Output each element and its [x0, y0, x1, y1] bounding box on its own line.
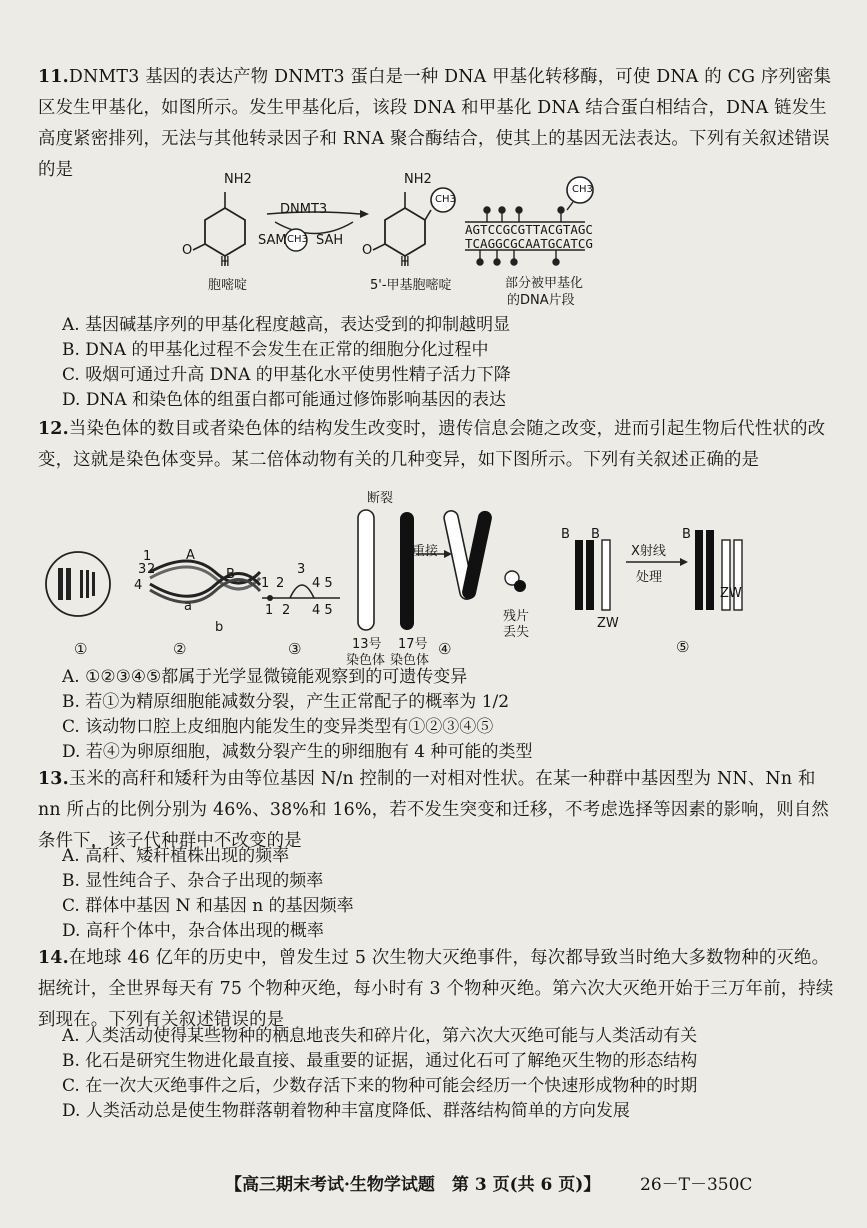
- fig5-b-left: B: [561, 527, 570, 542]
- fig2-n1: 1: [143, 549, 152, 564]
- q12-option-a: A. ①②③④⑤都属于光学显微镜能观察到的可遗传变异: [62, 667, 468, 687]
- q13-option-a: A. 高秆、矮秆植株出现的频率: [62, 846, 290, 866]
- ch3-right-label: CH3: [435, 194, 456, 205]
- question-11-stem: 11.DNMT3 基因的表达产物 DNMT3 蛋白是一种 DNA 甲基化转移酶，可使 DNA 的 CG 序列密集区发生甲基化，如图所示。发生甲基化后，该段 DNA 和甲基化 DNA 结合蛋白相结合，DNA 链发生高度紧密排列，无法与其他转录因子和 RNA 聚合酶结合，使其上的基因无法表达。下列有关叙述错误的是: [38, 67, 832, 180]
- fig2-n4: 4: [134, 578, 143, 593]
- q12-option-c: C. 该动物口腔上皮细胞内能发生的变异类型有①②③④⑤: [62, 717, 494, 737]
- chr17-label: 17号: [398, 637, 428, 652]
- q13-option-c: C. 群体中基因 N 和基因 n 的基因频率: [62, 896, 354, 916]
- question-12-stem: 12.当染色体的数目或者染色体的结构发生改变时，遗传信息会随之改变，进而引起生物后代性状的改变，这就是染色体变异。某二倍体动物有关的几种变异，如下图所示。下列有关叙述正确的是: [38, 419, 826, 470]
- q13-option-d: D. 高秆个体中，杂合体出现的概率: [62, 921, 324, 941]
- q11-option-a: A. 基因碱基序列的甲基化程度越高，表达受到的抑制越明显: [62, 315, 511, 335]
- q11-option-c: C. 吸烟可通过升高 DNA 的甲基化水平使男性精子活力下降: [62, 365, 511, 385]
- sah-label: SAH: [316, 233, 344, 248]
- fig3-top-n45: 4 5: [312, 576, 333, 591]
- rejoin-label: 重接: [412, 544, 439, 559]
- nh2-label-left: NH2: [224, 172, 252, 187]
- fig2-n2: 2: [147, 562, 156, 577]
- q13-option-b: B. 显性纯合子、杂合子出现的频率: [62, 871, 324, 891]
- ch3-circle-label: CH3: [287, 234, 308, 245]
- o-label-left: O: [182, 243, 193, 258]
- cytosine-label: 胞嘧啶: [208, 278, 248, 293]
- fig3-bot-n2: 2: [282, 603, 291, 618]
- q14-option-d: D. 人类活动总是使生物群落朝着物种丰富度降低、群落结构简单的方向发展: [62, 1101, 630, 1121]
- q14-option-c: C. 在一次大灭绝事件之后，少数存活下来的物种可能会经历一个快速形成物种的时期: [62, 1076, 698, 1096]
- fragment-lost-label: 丢失: [503, 625, 530, 640]
- h-label-right: H: [400, 255, 410, 270]
- q12-option-b: B. 若①为精原细胞能减数分裂，产生正常配子的概率为 1/2: [62, 692, 510, 712]
- zw-right-label: ZW: [720, 586, 742, 601]
- fig2-b-up: B: [226, 567, 235, 582]
- treat-label: 处理: [636, 570, 663, 585]
- fig-label-3: ③: [288, 640, 302, 658]
- fig-label-5: ⑤: [676, 638, 690, 656]
- fig2-b-low: b: [215, 620, 224, 635]
- fig2-a-up: A: [186, 548, 195, 563]
- dna-caption-2: 的DNA片段: [507, 293, 575, 308]
- chromosome-variation-figure: [40, 490, 820, 650]
- fig-label-2: ②: [173, 640, 187, 658]
- chr13-label: 13号: [352, 637, 382, 652]
- ch3-dna-label: CH3: [572, 184, 593, 195]
- sam-label: SAM: [258, 233, 287, 248]
- chr13-label-2: 染色体: [346, 653, 386, 668]
- fig3-bot-n45: 4 5: [312, 603, 333, 618]
- nh2-label-right: NH2: [404, 172, 432, 187]
- page-footer-title: 【高三期末考试·生物学试题 第 3 页(共 6 页)】: [225, 1175, 601, 1195]
- fig3-bot-n1: 1: [265, 603, 274, 618]
- fig3-top-n1: 1: [261, 576, 270, 591]
- q14-option-b: B. 化石是研究生物进化最直接、最重要的证据，通过化石可了解绝灭生物的形态结构: [62, 1051, 698, 1071]
- fig3-top-n3: 3: [297, 562, 306, 577]
- question-14-stem: 14.在地球 46 亿年的历史中，曾发生过 5 次生物大灭绝事件，每次都导致当时绝大多数物种的灭绝。据统计，全世界每天有 75 个物种灭绝，每小时有 3 个物种灭绝。第六次大灭绝开始于三万年前，持续到现在。下列有关叙述错误的是: [38, 948, 834, 1030]
- fig2-a-low: a: [184, 599, 192, 614]
- dna-top-strand: AGTCCGCGTTACGTAGC: [465, 222, 593, 237]
- methylcytosine-label: 5'-甲基胞嘧啶: [370, 278, 452, 293]
- chr17-label-2: 染色体: [390, 653, 430, 668]
- fig5-b-right: B: [591, 527, 600, 542]
- fig-label-1: ①: [74, 640, 88, 658]
- page-footer-code: 26－T－350C: [640, 1175, 753, 1195]
- break-label: 断裂: [367, 491, 394, 506]
- fig-label-4: ④: [438, 640, 452, 658]
- dnmt3-label: DNMT3: [280, 202, 328, 217]
- xray-label: X射线: [631, 544, 666, 559]
- q11-option-b: B. DNA 的甲基化过程不会发生在正常的细胞分化过程中: [62, 340, 489, 360]
- h-label-left: H: [220, 255, 230, 270]
- q11-option-d: D. DNA 和染色体的组蛋白都可能通过修饰影响基因的表达: [62, 390, 507, 410]
- dna-caption-1: 部分被甲基化: [505, 276, 584, 291]
- question-13-stem: 13.玉米的高秆和矮秆为由等位基因 N/n 控制的一对相对性状。在某一种群中基因型为 NN、Nn 和 nn 所占的比例分别为 46%、38%和 16%，若不发生突变和迁移，不考虑选择等因素的影响，则自然条件下，该子代种群中不改变的是: [38, 769, 830, 851]
- q12-option-d: D. 若④为卵原细胞，减数分裂产生的卵细胞有 4 种可能的类型: [62, 742, 533, 762]
- fig2-n3: 3: [138, 562, 147, 577]
- o-label-right: O: [362, 243, 373, 258]
- fragment-label: 残片: [503, 609, 530, 624]
- zw-left-label: ZW: [597, 616, 619, 631]
- fig5-b-after: B: [682, 527, 691, 542]
- q14-option-a: A. 人类活动使得某些物种的栖息地丧失和碎片化，第六次大灭绝可能与人类活动有关: [62, 1026, 698, 1046]
- dna-bottom-strand: TCAGGCGCAATGCATCG: [465, 236, 593, 251]
- fig3-top-n2: 2: [276, 576, 285, 591]
